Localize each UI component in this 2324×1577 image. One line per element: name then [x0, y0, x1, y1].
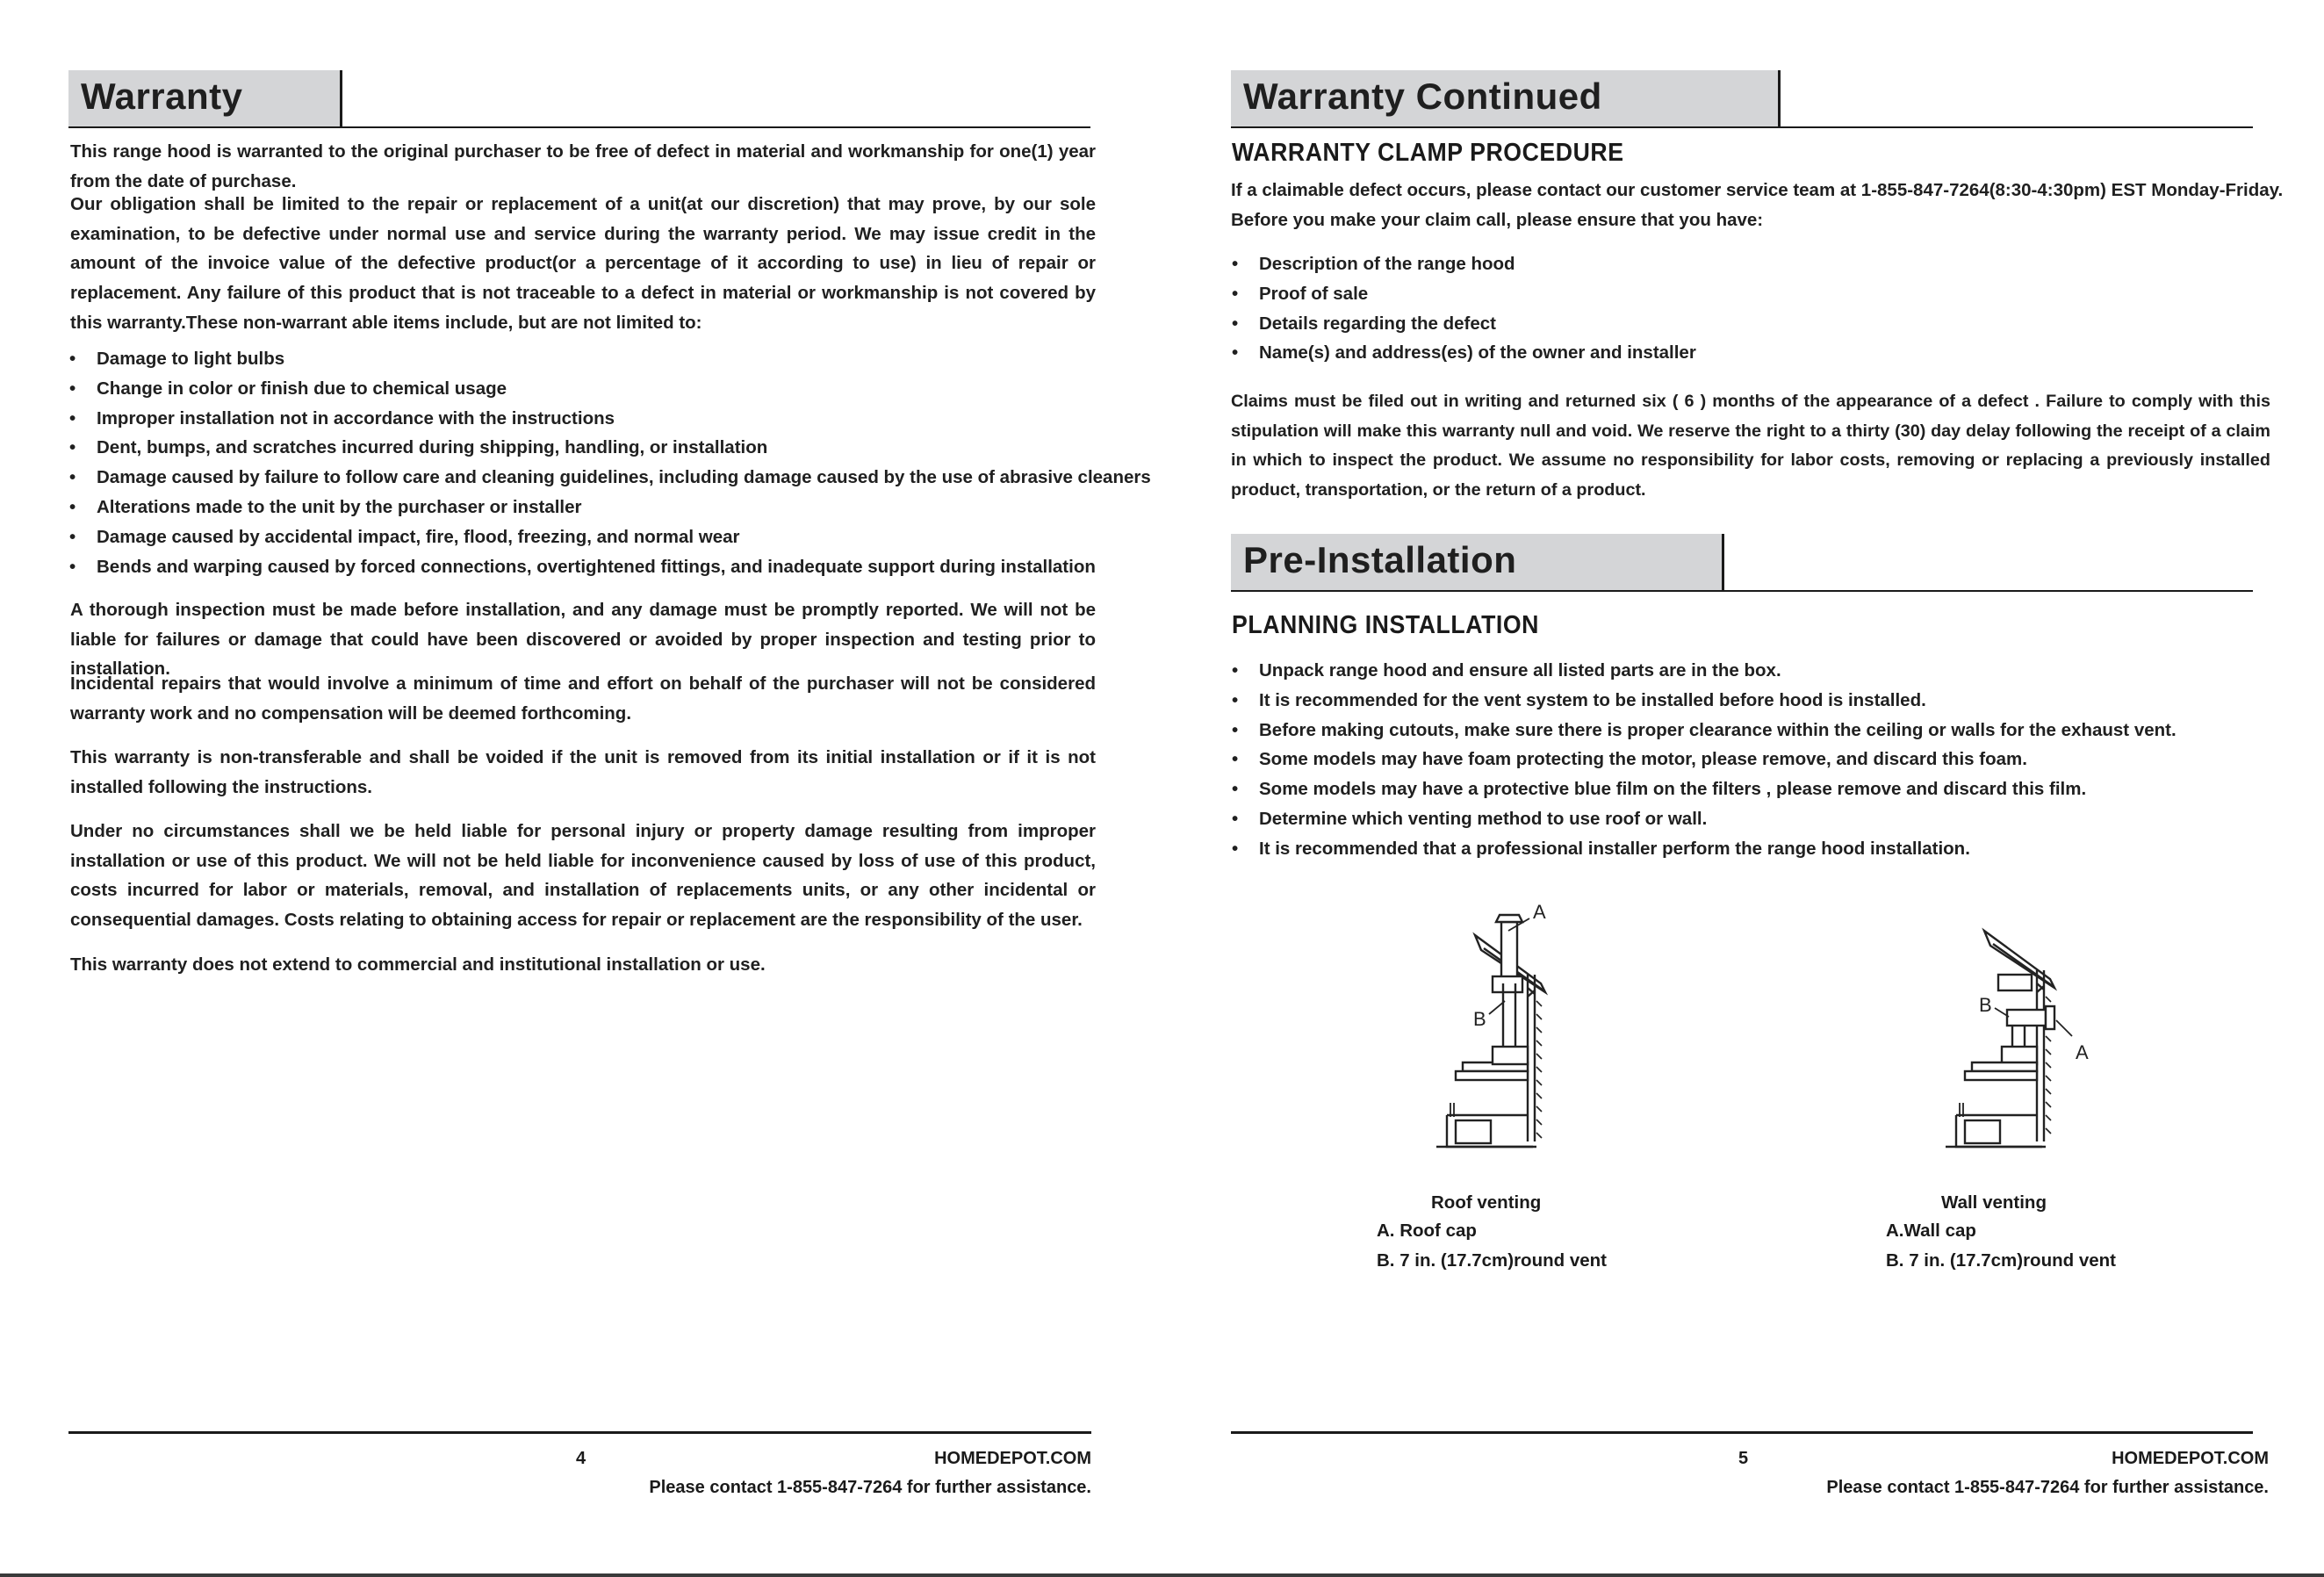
list-item: • It is recommended that a professional installer perform the range hood installation. — [1232, 834, 2177, 864]
roof-venting-diagram — [1405, 896, 1861, 1159]
wall-venting-title: Wall venting — [1941, 1192, 2047, 1213]
bullet-glyph: • — [69, 467, 76, 488]
list-item: • Before making cutouts, make sure there is proper clearance within the ceiling or walls for the exhaust vent. — [1232, 716, 2177, 745]
warranty-continued-header-tab — [1231, 70, 1781, 126]
list-item: • Alterations made to the unit by the purchaser or installer — [69, 493, 1151, 522]
bullet-glyph: • — [1232, 719, 1239, 740]
warranty-header-rule — [68, 126, 1090, 128]
bullet-glyph: • — [69, 407, 76, 428]
list-item: • Some models may have foam protecting the motor, please remove, and discard this foam. — [1232, 745, 2177, 774]
list-item: • Change in color or finish due to chemical usage — [69, 374, 1151, 404]
list-item: • Proof of sale — [1232, 279, 1696, 309]
claims-paragraph: Claims must be filed out in writing and returned six ( 6 ) months of the appearance of a defect . Failure to comply with this stipulation will make this warranty null and void. We reserve the right to a thirty (30) day delay following the receipt of a claim in which to inspect the product. We assume no responsibility for labor costs, removing or replacing a previously installed product, transportation, or the return of a product. — [1231, 392, 2270, 500]
pre-installation-header-rule — [1231, 590, 2253, 592]
warranty-obligation-paragraph: Our obligation shall be limited to the repair or replacement of a unit(at our discretion) that may prove, by our sole examination, to be defective under normal use and service during the warranty period. We may issue credit in the amount of the invoice value of the defective product(or a percentage of it according to use) in lieu of repair or replacement. Any failure of this product that is not traceable to a defect in material or workmanship is not covered by this warranty.These non-warrant able items include, but are not limited to: — [70, 194, 1096, 333]
wall-label-b: B — [1979, 994, 1992, 1016]
non-warranty-items-list — [69, 344, 1151, 581]
warranty-header — [68, 70, 1090, 126]
bottom-edge-bar — [0, 1573, 2324, 1577]
wall-venting-caption-b: B. 7 in. (17.7cm)round vent — [1886, 1250, 2116, 1271]
bullet-glyph: • — [1232, 313, 1239, 334]
bullet-glyph: • — [1232, 779, 1239, 800]
warranty-header-tab — [68, 70, 342, 126]
page-left — [0, 0, 1150, 1577]
bullet-glyph: • — [1232, 838, 1239, 859]
list-item: • Description of the range hood — [1232, 249, 1696, 279]
pre-installation-header-title: Pre-Installation — [1243, 539, 1517, 580]
roof-venting-caption-b: B. 7 in. (17.7cm)round vent — [1377, 1250, 1607, 1271]
page-number-right: 5 — [1738, 1449, 1749, 1468]
list-item: • Damage to light bulbs — [69, 344, 1151, 374]
warranty-continued-header-title: Warranty Continued — [1243, 76, 1602, 117]
page-number-left: 4 — [576, 1449, 586, 1468]
list-item: • Details regarding the defect — [1232, 309, 1696, 339]
bullet-glyph: • — [1232, 808, 1239, 829]
liability-paragraph: Under no circumstances shall we be held liable for personal injury or property damage resulting from improper installation or use of this product. We will not be held liable for inconvenience caused by loss of use of this product, costs incurred for labor or materials, removal, and installation of replacements units, or any other incidental or consequential damages. Costs relating to obtaining access for repair or replacement are the responsibility of the user. — [70, 821, 1096, 931]
warranty-header-title: Warranty — [81, 76, 243, 117]
pre-installation-header — [1231, 534, 2253, 590]
non-transferable-paragraph: This warranty is non-transferable and shall be voided if the unit is removed from its initial installation or if it is not installed following the instructions. — [70, 747, 1096, 797]
list-item: • Damage caused by accidental impact, fire, flood, freezing, and normal wear — [69, 522, 1151, 552]
list-item: • Name(s) and address(es) of the owner and installer — [1232, 338, 1696, 368]
bullet-glyph: • — [1232, 660, 1239, 680]
bullet-glyph: • — [1232, 254, 1239, 274]
bullet-glyph: • — [1232, 283, 1239, 304]
bullet-glyph: • — [69, 378, 76, 399]
footer-rule-left — [68, 1431, 1091, 1434]
wall-label-a: A — [2076, 1041, 2089, 1063]
roof-venting-title: Roof venting — [1431, 1192, 1542, 1213]
warranty-intro-paragraph: This range hood is warranted to the original purchaser to be free of defect in material and workmanship for one(1) year from the date of purchase. — [70, 141, 1096, 191]
wall-venting-caption-a: A.Wall cap — [1886, 1221, 1976, 1241]
bullet-glyph: • — [69, 556, 76, 577]
page-right — [1159, 0, 2324, 1577]
bullet-glyph: • — [69, 496, 76, 517]
planning-steps-list — [1232, 656, 2177, 864]
list-item: • Unpack range hood and ensure all listed parts are in the box. — [1232, 656, 2177, 686]
list-item: • Damage caused by failure to follow care and cleaning guidelines, including damage caused by the use of abrasive cleaners — [69, 463, 1151, 493]
list-item: • It is recommended for the vent system to be installed before hood is installed. — [1232, 686, 2177, 716]
roof-label-b: B — [1473, 1008, 1486, 1030]
homedepot-link-right[interactable]: HOMEDEPOT.COM — [2112, 1449, 2269, 1468]
contact-line-right: Please contact 1-855-847-7264 for further assistance. — [1826, 1478, 2269, 1497]
commercial-exclusion-paragraph: This warranty does not extend to commercial and institutional installation or use. — [70, 954, 766, 975]
warranty-continued-header-rule — [1231, 126, 2253, 128]
list-item: • Dent, bumps, and scratches incurred during shipping, handling, or installation — [69, 433, 1151, 463]
homedepot-link-left[interactable]: HOMEDEPOT.COM — [934, 1449, 1091, 1468]
pre-installation-header-tab — [1231, 534, 1724, 590]
inspection-paragraph: A thorough inspection must be made before installation, and any damage must be promptly reported. We will not be liable for failures or damage that could have been discovered or avoided by proper inspection and testing prior to installation. — [70, 600, 1096, 680]
bullet-glyph: • — [69, 526, 76, 547]
bullet-glyph: • — [1232, 689, 1239, 710]
contact-line-left: Please contact 1-855-847-7264 for further assistance. — [649, 1478, 1091, 1497]
list-item: • Improper installation not in accordance with the instructions — [69, 404, 1151, 434]
bullet-glyph: • — [1232, 342, 1239, 364]
claim-requirements-list — [1232, 249, 1696, 368]
roof-venting-caption-a: A. Roof cap — [1377, 1221, 1477, 1241]
wall-venting-diagram — [1914, 896, 2324, 1159]
bullet-glyph: • — [1232, 749, 1239, 770]
clamp-intro-line-2: Before you make your claim call, please ensure that you have: — [1231, 210, 1764, 230]
clamp-intro-line-1: If a claimable defect occurs, please contact our customer service team at 1-855-847-7264(8:30-4:30pm) EST Monday-Friday. — [1231, 180, 2284, 200]
list-item: • Some models may have a protective blue film on the filters , please remove and discard this film. — [1232, 774, 2177, 804]
bullet-glyph: • — [69, 349, 76, 369]
bullet-glyph: • — [69, 437, 76, 458]
list-item: • Determine which venting method to use roof or wall. — [1232, 804, 2177, 834]
warranty-clamp-heading: WARRANTY CLAMP PROCEDURE — [1232, 139, 1624, 167]
warranty-continued-header — [1231, 70, 2253, 126]
incidental-repairs-paragraph: Incidental repairs that would involve a minimum of time and effort on behalf of the purchaser will not be considered warranty work and no compensation will be deemed forthcoming. — [70, 673, 1096, 724]
planning-installation-heading: PLANNING INSTALLATION — [1232, 611, 1540, 639]
roof-label-a: A — [1533, 901, 1546, 923]
footer-rule-right — [1231, 1431, 2253, 1434]
list-item: • Bends and warping caused by forced connections, overtightened fittings, and inadequate support during installation — [69, 552, 1151, 582]
